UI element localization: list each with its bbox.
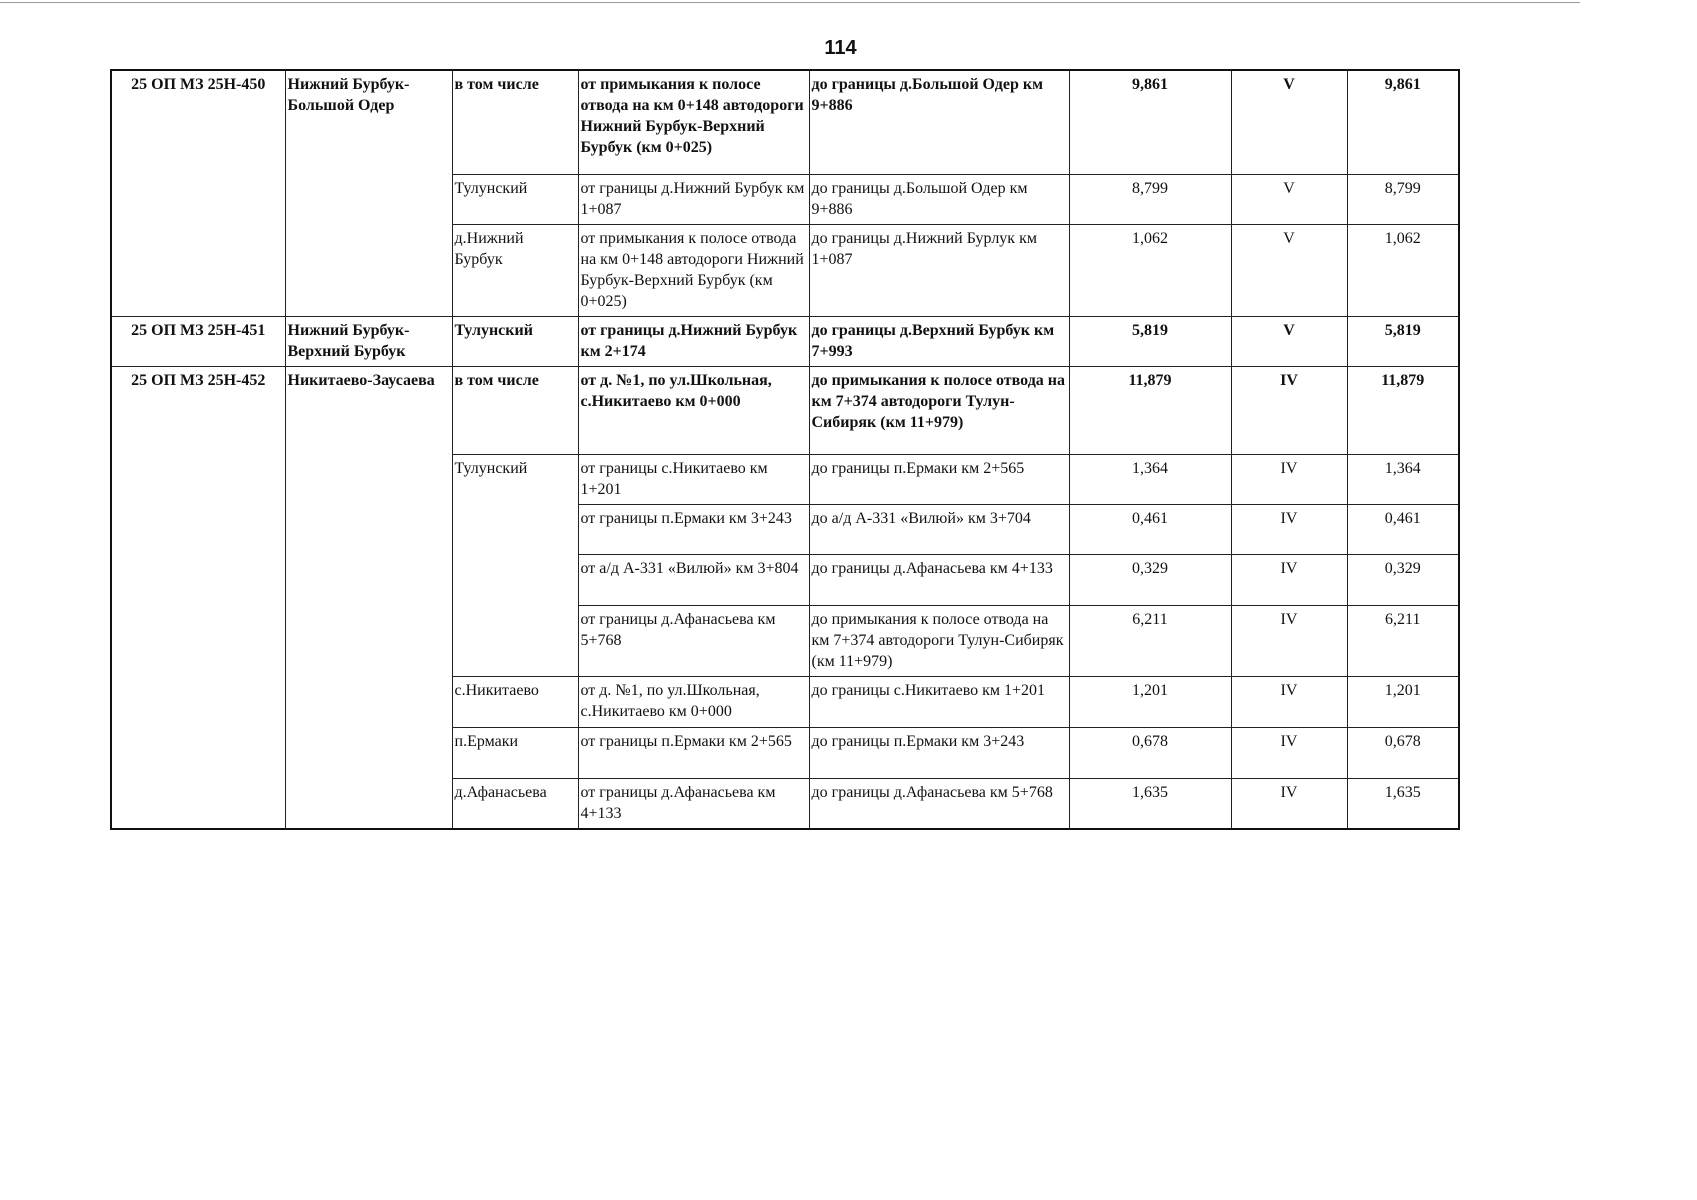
category-cell: IV <box>1231 778 1347 829</box>
to-cell: до границы п.Ермаки км 3+243 <box>809 727 1069 778</box>
roads-table <box>110 69 1460 830</box>
from-cell: от д. №1, по ул.Школьная, с.Никитаево км 0+000 <box>578 676 809 727</box>
total-cell: 9,861 <box>1347 70 1459 174</box>
from-cell: от д. №1, по ул.Школьная, с.Никитаево км 0+000 <box>578 366 809 454</box>
page-number <box>0 37 1697 60</box>
road-name-cell: Никитаево-Заусаева <box>285 366 452 829</box>
to-cell: до границы д.Большой Одер км 9+886 <box>809 174 1069 224</box>
area-cell: с.Никитаево <box>452 676 578 727</box>
category-cell: IV <box>1231 554 1347 605</box>
category-cell: IV <box>1231 454 1347 504</box>
length-cell: 1,201 <box>1069 676 1231 727</box>
to-cell: до границы д.Нижний Бурлук км 1+087 <box>809 224 1069 316</box>
length-cell: 8,799 <box>1069 174 1231 224</box>
category-cell: IV <box>1231 366 1347 454</box>
table-row <box>111 316 1459 366</box>
category-cell: IV <box>1231 605 1347 676</box>
from-cell: от границы п.Ермаки км 3+243 <box>578 504 809 554</box>
total-cell: 1,364 <box>1347 454 1459 504</box>
road-code-cell: 25 ОП МЗ 25Н-450 <box>111 70 285 316</box>
category-cell: IV <box>1231 727 1347 778</box>
length-cell: 6,211 <box>1069 605 1231 676</box>
length-cell: 5,819 <box>1069 316 1231 366</box>
from-cell: от границы д.Нижний Бурбук км 2+174 <box>578 316 809 366</box>
road-name-cell: Нижний Бурбук-Верхний Бурбук <box>285 316 452 366</box>
total-cell: 0,678 <box>1347 727 1459 778</box>
category-cell: V <box>1231 70 1347 174</box>
length-cell: 9,861 <box>1069 70 1231 174</box>
from-cell: от границы п.Ермаки км 2+565 <box>578 727 809 778</box>
from-cell: от примыкания к полосе отвода на км 0+148 автодороги Нижний Бурбук-Верхний Бурбук (км 0+025) <box>578 70 809 174</box>
to-cell: до границы п.Ермаки км 2+565 <box>809 454 1069 504</box>
area-cell: д.Нижний Бурбук <box>452 224 578 316</box>
category-cell: IV <box>1231 676 1347 727</box>
category-cell: V <box>1231 174 1347 224</box>
from-cell: от границы д.Нижний Бурбук км 1+087 <box>578 174 809 224</box>
road-name-cell: Нижний Бурбук-Большой Одер <box>285 70 452 316</box>
total-cell: 0,461 <box>1347 504 1459 554</box>
table-row <box>111 70 1459 174</box>
length-cell: 1,364 <box>1069 454 1231 504</box>
area-cell: Тулунский <box>452 316 578 366</box>
to-cell: до границы д.Афанасьева км 4+133 <box>809 554 1069 605</box>
category-cell: V <box>1231 224 1347 316</box>
page-number-text: 114 <box>824 37 857 59</box>
top-border-line <box>0 2 1580 3</box>
total-cell: 8,799 <box>1347 174 1459 224</box>
area-cell: п.Ермаки <box>452 727 578 778</box>
length-cell: 1,062 <box>1069 224 1231 316</box>
length-cell: 1,635 <box>1069 778 1231 829</box>
total-cell: 1,201 <box>1347 676 1459 727</box>
to-cell: до границы д.Верхний Бурбук км 7+993 <box>809 316 1069 366</box>
from-cell: от границы д.Афанасьева км 5+768 <box>578 605 809 676</box>
total-cell: 1,062 <box>1347 224 1459 316</box>
to-cell: до границы д.Афанасьева км 5+768 <box>809 778 1069 829</box>
category-cell: V <box>1231 316 1347 366</box>
area-cell: в том числе <box>452 366 578 454</box>
to-cell: до границы с.Никитаево км 1+201 <box>809 676 1069 727</box>
area-cell: Тулунский <box>452 174 578 224</box>
table-row <box>111 366 1459 454</box>
length-cell: 0,678 <box>1069 727 1231 778</box>
length-cell: 0,329 <box>1069 554 1231 605</box>
total-cell: 0,329 <box>1347 554 1459 605</box>
from-cell: от границы д.Афанасьева км 4+133 <box>578 778 809 829</box>
total-cell: 6,211 <box>1347 605 1459 676</box>
length-cell: 11,879 <box>1069 366 1231 454</box>
to-cell: до примыкания к полосе отвода на км 7+374 автодороги Тулун-Сибиряк (км 11+979) <box>809 366 1069 454</box>
from-cell: от а/д А-331 «Вилюй» км 3+804 <box>578 554 809 605</box>
from-cell: от границы с.Никитаево км 1+201 <box>578 454 809 504</box>
area-cell: Тулунский <box>452 454 578 676</box>
length-cell: 0,461 <box>1069 504 1231 554</box>
area-cell: в том числе <box>452 70 578 174</box>
road-code-cell: 25 ОП МЗ 25Н-451 <box>111 316 285 366</box>
total-cell: 5,819 <box>1347 316 1459 366</box>
road-code-cell: 25 ОП МЗ 25Н-452 <box>111 366 285 829</box>
area-cell: д.Афанасьева <box>452 778 578 829</box>
from-cell: от примыкания к полосе отвода на км 0+148 автодороги Нижний Бурбук-Верхний Бурбук (км 0+025) <box>578 224 809 316</box>
category-cell: IV <box>1231 504 1347 554</box>
total-cell: 11,879 <box>1347 366 1459 454</box>
to-cell: до границы д.Большой Одер км 9+886 <box>809 70 1069 174</box>
to-cell: до примыкания к полосе отвода на км 7+374 автодороги Тулун-Сибиряк (км 11+979) <box>809 605 1069 676</box>
total-cell: 1,635 <box>1347 778 1459 829</box>
to-cell: до а/д А-331 «Вилюй» км 3+704 <box>809 504 1069 554</box>
